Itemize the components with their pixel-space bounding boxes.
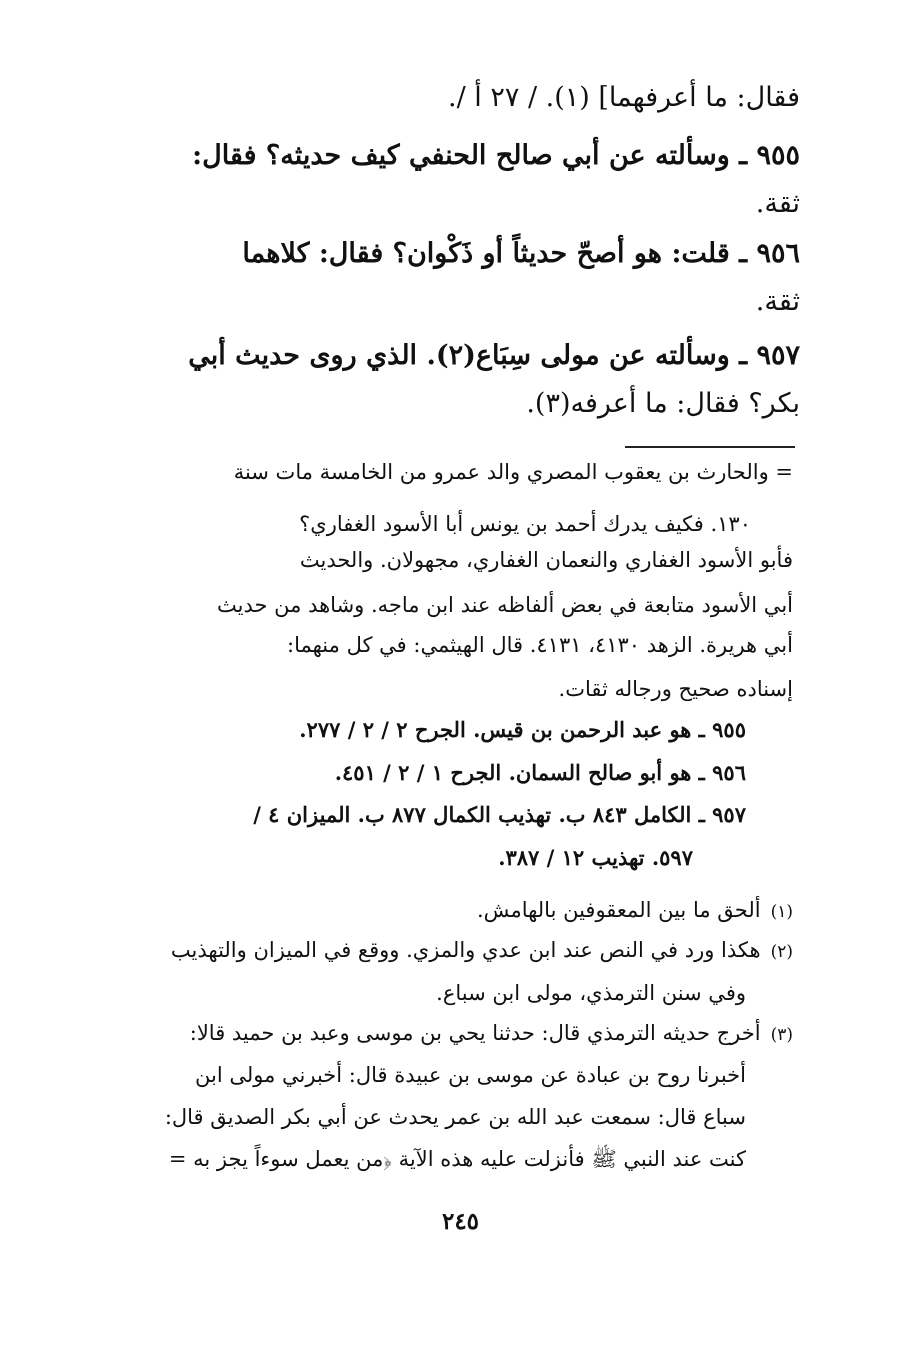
main-line: ثقة. <box>755 188 800 219</box>
reference-955: ٩٥٥ ـ هو عبد الرحمن بن قيس. الجرح ٢ / ٢ / ٢٧٧. <box>299 717 746 742</box>
main-line: ثقة. <box>755 286 800 317</box>
commentary-line: أبي هريرة. الزهد ٤١٣٠، ٤١٣١. قال الهيثمي: في كل منهما: <box>287 633 793 657</box>
reference-957-cont: ٥٩٧. تهذيب ١٢ / ٣٨٧. <box>498 845 693 870</box>
commentary-line: إسناده صحيح ورجاله ثقات. <box>558 677 793 701</box>
footnote-3-cont: أخبرنا روح بن عبادة عن موسى بن عبيدة قال: أخبرني مولى ابن <box>195 1063 746 1087</box>
reference-956: ٩٥٦ ـ هو أبو صالح السمان. الجرح ١ / ٢ / ٤٥١. <box>334 760 746 785</box>
footnote-text: أخرج حديثه الترمذي قال: حدثنا يحي بن موسى وعبد بن حميد قالا: <box>189 1021 761 1045</box>
main-line: فقال: ما أعرفهما] (١). / ٢٧ أ /. <box>448 82 800 113</box>
entry-955: ٩٥٥ ـ وسألته عن أبي صالح الحنفي كيف حديثه؟ فقال: <box>192 140 800 171</box>
reference-957: ٩٥٧ ـ الكامل ٨٤٣ ب. تهذيب الكمال ٨٧٧ ب. الميزان ٤ / <box>253 802 746 827</box>
footnote-mark: (٢) <box>770 942 793 962</box>
footnote-text: هكذا ورد في النص عند ابن عدي والمزي. ووقع في الميزان والتهذيب <box>170 938 761 962</box>
footnote-3 <box>190 1018 793 1050</box>
footnote-separator <box>625 446 795 448</box>
entry-956: ٩٥٦ ـ قلت: هو أصحّ حديثاً أو ذَكْوان؟ فقال: كلاهما <box>242 238 800 269</box>
footnote-2 <box>171 935 793 967</box>
footnote-mark: (١) <box>770 902 793 922</box>
footnote-mark: (٣) <box>770 1025 793 1045</box>
footnote-3-cont: كنت عند النبي ﷺ فأنزلت عليه هذه الآية ﴿من يعمل سوءاً يجز به = <box>168 1147 746 1171</box>
footnote-text: ألحق ما بين المعقوفين بالهامش. <box>477 898 761 922</box>
entry-957: ٩٥٧ ـ وسألته عن مولى سِبَاع(٢). الذي روى حديث أبي <box>188 340 800 371</box>
footnote-3-cont: سباع قال: سمعت عبد الله بن عمر يحدث عن أبي بكر الصديق قال: <box>164 1105 746 1129</box>
footnote-1 <box>477 895 793 927</box>
commentary-line: = والحارث بن يعقوب المصري والد عمرو من الخامسة مات سنة <box>233 460 793 484</box>
main-line: بكر؟ فقال: ما أعرفه(٣). <box>526 388 800 419</box>
commentary-line: فأبو الأسود الغفاري والنعمان الغفاري، مجهولان. والحديث <box>299 548 793 572</box>
commentary-line: ١٣٠. فكيف يدرك أحمد بن يونس أبا الأسود الغفاري؟ <box>299 512 751 536</box>
page-number: ٢٤٥ <box>441 1208 480 1235</box>
footnote-2-cont: وفي سنن الترمذي، مولى ابن سباع. <box>436 981 746 1005</box>
commentary-line: أبي الأسود متابعة في بعض ألفاظه عند ابن ماجه. وشاهد من حديث <box>217 593 793 617</box>
